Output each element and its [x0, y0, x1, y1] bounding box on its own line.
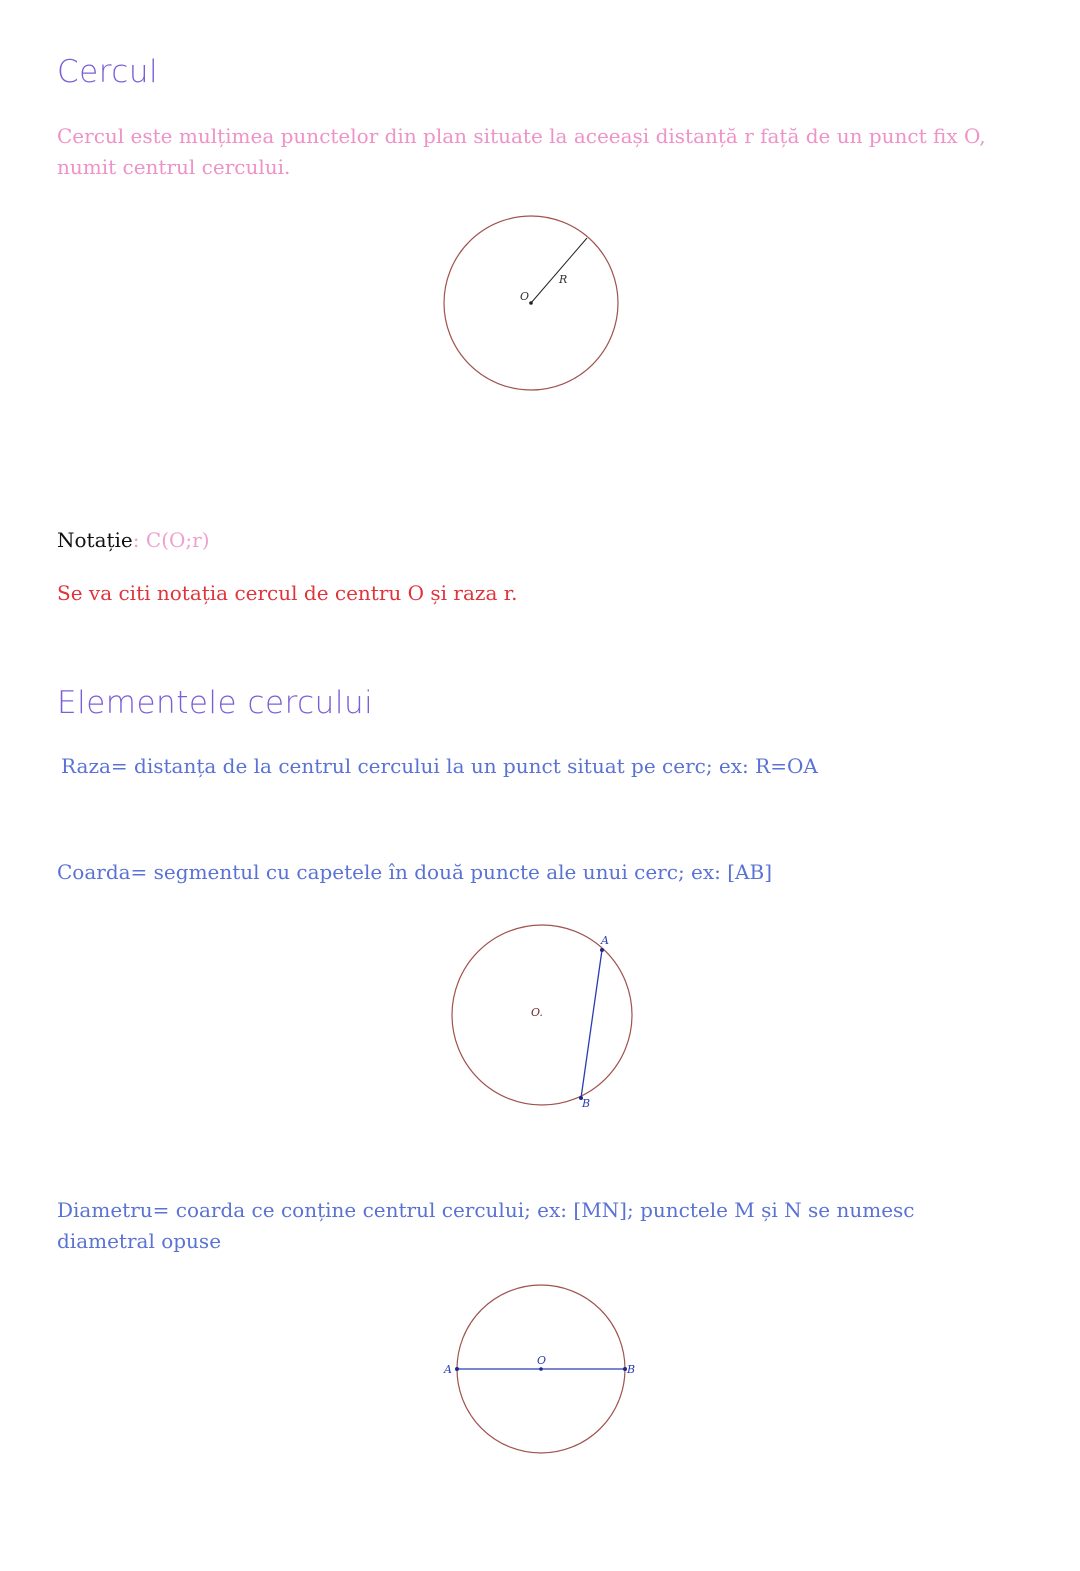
circle-chord-figure	[452, 925, 632, 1110]
definition-line-2: numit centrul cercului.	[57, 155, 291, 179]
point-label-b: B	[627, 1363, 636, 1376]
notation-value: C(O;r)	[145, 528, 210, 552]
coarda-definition: Coarda= segmentul cu capetele în două puncte ale unui cerc; ex: [AB]	[57, 860, 772, 884]
point-label-a: A	[601, 934, 609, 947]
circle-radius-figure	[444, 216, 618, 390]
raza-definition: Raza= distanța de la centrul cercului la un punct situat pe cerc; ex: R=OA	[61, 754, 818, 778]
center-label-o: O	[537, 1354, 547, 1367]
center-label-o: O.	[531, 1006, 543, 1019]
radius-label-r: R	[559, 273, 568, 286]
section-title-cercul: Cercul	[57, 54, 159, 90]
notation-label: Notație	[57, 528, 133, 552]
point-label-b: B	[582, 1097, 591, 1110]
circle-diameter-figure	[443, 1285, 635, 1453]
section-title-elementele: Elementele cercului	[57, 685, 374, 721]
diametru-line-1: Diametru= coarda ce conține centrul cercului; ex: [MN]; punctele M și N se numesc	[57, 1198, 915, 1222]
reading-note: Se va citi notația cercul de centru O și raza r.	[57, 581, 518, 605]
center-label-o: O	[520, 290, 530, 303]
point-label-a: A	[444, 1363, 452, 1376]
diametru-definition	[57, 1195, 1047, 1257]
diametru-line-2: diametral opuse	[57, 1229, 222, 1253]
definition-line-1: Cercul este mulțimea punctelor din plan situate la aceeași distanță r față de un punct fix O,	[57, 124, 986, 148]
notation-line	[57, 525, 210, 556]
notation-separator: :	[132, 528, 146, 552]
